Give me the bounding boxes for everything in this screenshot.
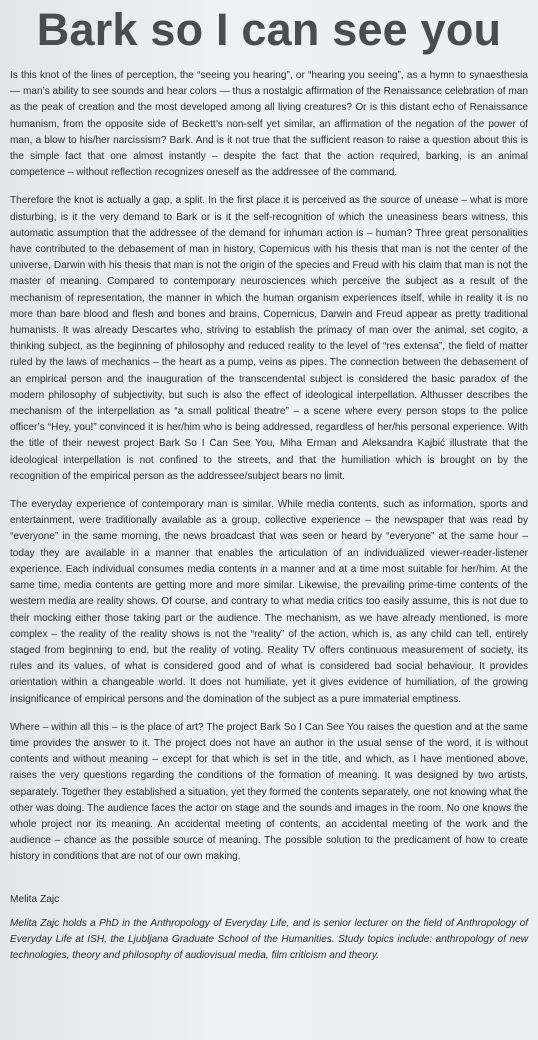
- paragraph-2: Therefore the knot is actually a gap, a split. In the first place it is perceived as the source of unease – what is more disturbing, is it the very demand to Bark or is it the self-recognition of which the uneasiness bears witness, this automatic assumption that the addressee of the demand for inhuman action is – human? Three great personalities have contributed to the debasement of man in history, Copernicus with his thesis that man is not the center of the universe, Darwin with his thesis that man is not the origin of the species and Freud with his claim that man is not the master of meaning. Compared to contemporary neurosciences which perceive the subject as a result of the mechanism of representation, the manner in which the human organism experiences itself, while in reality it is no more than bare blood and flesh and bones and brains, Copernicus, Darwin and Freud appear as pretty traditional humanists. It was already Descartes who, striving to establish the primacy of man over the animal, set cogito, a thinking subject, as the beginning of philosophy and reduced reality to the level of “res extensa”, the field of matter ruled by the laws of mechanics – the heart as a pump, veins as pipes. The connection between the debasement of an empirical person and the inauguration of the transcendental subject is considered the basic paradox of the modern philosophy of subjectivity, but such is also the effect of ideological interpellation. Althusser describes the mechanism of the interpellation as “a small political theatre” – a scene where every person stops to the police officer’s “Hey, you!” convinced it is her/him who is being addressed, regardless of her/his personal experience. With the title of their newest project Bark So I Can See You, Miha Erman and Aleksandra Kajbić illustrate that the ideological interpellation is not confined to the streets, and that the humiliation which is brought on by the recognition of the empirical person as the addressee/subject bears no limit.: [10, 195, 528, 482]
- paragraph-4: Where – within all this – is the place of art? The project Bark So I Can See You raises the question and at the same time provides the answer to it. The project does not have an author in the usual sense of the word, it is without contents and without meaning – except for that which is set in the title, and which, as I have mentioned above, raises the very questions regarding the conditions of the formation of meaning. It was designed by two artists, separately. Together they established a situation, yet they formed the contents separately, one not knowing what the other was doing. The audience faces the actor on stage and the sounds and images in the room. No one knows the whole project nor its meaning. An accidental meeting of contents, an accidental meeting of the work and the audience – chance as the possible source of meaning. The possible solution to the predicament of how to create history in conditions that are not of our own making.: [10, 721, 528, 863]
- author-bio: Melita Zajc holds a PhD in the Anthropology of Everyday Life, and is senior lecturer on the field of Anthropology of Everyday Life at ISH, the Ljubljana Graduate School of the Humanities. Study topics include: anthropology of new technologies, theory and philosophy of audiovisual media, film criticism and theory.: [10, 917, 528, 961]
- paragraph-3: The everyday experience of contemporary man is similar. While media contents, such as information, sports and entertainment, were traditionally available as a group, collective experience – the newspaper that was read by “everyone” in the same morning, the news broadcast that was seen or heard by “everyone” at the same hour – today they are available in a manner that enables the articulation of an individualized viewer-reader-listener experience. Each individual consumes media contents in a manner and at a time most suitable for her/him. At the same time, media contents are getting more and more similar. Likewise, the prevailing prime-time contents of the western media are reality shows. Of course, and contrary to what media critics too easily assume, this is not due to their mocking either those taking part or the audience. The mechanism, as we have already mentioned, is more complex – the reality of the reality shows is not the “reality” of the action, which is, as any child can tell, entirely staged from beginning to end, but the reality of voting. Reality TV offers continuous measurement of society, its rules and its values, of what is considered good and of what is considered bad social behaviour. It provides orientation within a changeable world. It does not humiliate, yet it gives evidence of humiliation, of the growing insignificance of empirical persons and the domination of the subject as a pure immaterial emptiness.: [10, 499, 528, 705]
- author-name: Melita Zajc: [10, 893, 60, 905]
- paragraph-1: Is this knot of the lines of perception, the “seeing you hearing”, or “hearing you seeing”, as a hymn to synaesthesia — man’s ability to see sounds and hear colors — thus a nostalgic affirmation of the Renaissance celebration of man as the peak of creation and the most developed among all living creatures? Or is this distant echo of Renaissance humanism, from the opposite side of Beckett’s non-self yet similar, an affirmation of the negation of the power of man, a blow to his/her narcissism? Bark. And is it not true that the sufficient reason to raise a question about this is the simple fact that one almost instantly – despite the fact that the action required, barking, is an animal competence – without reflection recognizes oneself as the addressee of the command.: [10, 70, 528, 179]
- article-title: Bark so I can see you: [36, 4, 502, 55]
- article-body: [10, 68, 528, 866]
